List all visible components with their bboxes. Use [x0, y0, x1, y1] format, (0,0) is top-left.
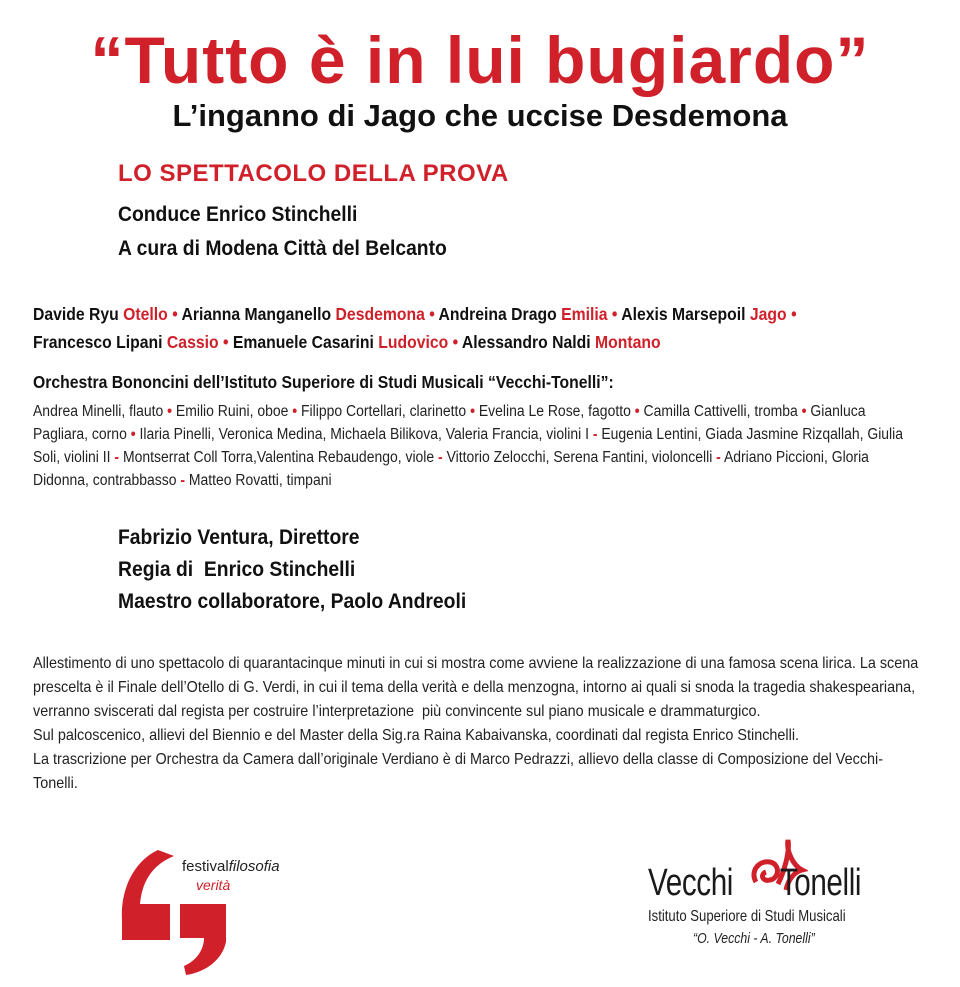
member: Filippo Cortellari, clarinetto: [301, 403, 467, 420]
festival-name: [182, 858, 280, 876]
coach-line: Maestro collaboratore, Paolo Andreoli: [118, 590, 467, 613]
cast-name: Alessandro Naldi: [461, 332, 591, 352]
cast-role: Emilia: [561, 304, 608, 324]
bullet-separator: •: [791, 304, 797, 324]
member: Matteo Rovatti, timpani: [188, 472, 332, 489]
cast-list: [33, 300, 843, 356]
separator: •: [130, 426, 136, 443]
cast-role: Cassio: [166, 332, 219, 352]
separator: -: [180, 472, 186, 489]
description-paragraph: Sul palcoscenico, allievi del Biennio e del Master della Sig.ra Raina Kabaivanska, coordinati dal regista Enrico Stinchelli.: [33, 727, 800, 744]
member: Andrea Minelli, flauto: [33, 403, 164, 420]
bullet-separator: •: [611, 304, 618, 324]
separator: •: [801, 403, 807, 420]
cast-name: Alexis Marsepoil: [621, 304, 746, 324]
cast-role: Ludovico: [378, 332, 449, 352]
separator: -: [716, 449, 721, 466]
separator: •: [470, 403, 475, 420]
orchestra-members: [33, 400, 918, 492]
director-line: Regia di Enrico Stinchelli: [118, 558, 356, 581]
bullet-separator: •: [429, 304, 435, 324]
main-title: “Tutto è in lui bugiardo”: [90, 23, 870, 97]
vecchi-tonelli-names: “O. Vecchi - A. Tonelli”: [693, 930, 815, 947]
credits: [118, 522, 466, 618]
show-title: LO SPETTACOLO DELLA PROVA: [118, 160, 509, 187]
cast-role: Montano: [594, 332, 661, 352]
bullet-separator: •: [452, 332, 459, 352]
member: Adriano Piccioni, Gloria Didonna, contrabbasso: [33, 449, 869, 489]
conductor-line: Fabrizio Ventura, Direttore: [118, 526, 360, 549]
vecchi-tonelli-institute: Istituto Superiore di Studi Musicali: [648, 908, 846, 925]
member: Evelina Le Rose, fagotto: [478, 403, 631, 420]
vecchi-tonelli-name: [648, 862, 861, 905]
member: Gianluca Pagliara, corno: [33, 403, 866, 443]
member: Eugenia Lentini, Giada Jasmine Rizqallah, Giulia Soli, violini II: [33, 426, 904, 466]
curated-line: A cura di Modena Città del Belcanto: [118, 237, 447, 260]
festival-logo-text: [182, 858, 280, 894]
member: Emilio Ruini, oboe: [175, 403, 289, 420]
description-paragraph: Allestimento di uno spettacolo di quarantacinque minuti in cui si mostra come avviene la realizzazione di una famosa scena lirica. La scena prescelta è il Finale dell’Otello di G. Verdi, in cui il tema della verità e della menzogna, intorno ai quali si snoda la tragedia shakespeariana, verranno sviscerati dal regista per costruire l’interpretazione più convincente sul piano musicale e drammaturgico.: [33, 655, 923, 720]
separator: -: [114, 449, 120, 466]
cast-line-2: [33, 328, 843, 356]
bullet-separator: •: [172, 304, 178, 324]
festival-name-italic: filosofia: [228, 858, 280, 875]
host-line: Conduce Enrico Stinchelli: [118, 203, 358, 226]
cast-name: Davide Ryu: [33, 304, 119, 324]
separator: -: [438, 449, 443, 466]
cast-name: Emanuele Casarini: [232, 332, 374, 352]
cast-name: Andreina Drago: [438, 304, 557, 324]
member: Vittorio Zelocchi, Serena Fantini, violoncelli: [446, 449, 713, 466]
subtitle: L’inganno di Jago che uccise Desdemona: [172, 98, 788, 133]
member: Montserrat Coll Torra,Valentina Rebaudengo, viole: [122, 449, 435, 466]
festival-subtitle: verità: [196, 877, 231, 893]
separator: •: [634, 403, 640, 420]
cast-role: Desdemona: [335, 304, 425, 324]
vt-name-left: Vecchi: [648, 862, 733, 904]
cast-name: Francesco Lipani: [33, 332, 163, 352]
cast-role: Jago: [749, 304, 787, 324]
separator: •: [292, 403, 298, 420]
orchestra-title: Orchestra Bononcini dell’Istituto Superiore di Studi Musicali “Vecchi-Tonelli”:: [33, 372, 614, 392]
description: [33, 652, 924, 796]
description-paragraph: La trascrizione per Orchestra da Camera dall’originale Verdiano è di Marco Pedrazzi, allievo della classe di Composizione del Vecchi-Tonelli.: [33, 751, 884, 792]
cast-name: Arianna Manganello: [181, 304, 332, 324]
cast-role: Otello: [123, 304, 168, 324]
member: Camilla Cattivelli, tromba: [643, 403, 798, 420]
separator: -: [592, 426, 598, 443]
show-info: [118, 198, 447, 266]
bullet-separator: •: [222, 332, 229, 352]
member: Ilaria Pinelli, Veronica Medina, Michaela Bilikova, Valeria Francia, violini I: [139, 426, 589, 443]
festival-name-prefix: festival: [182, 858, 229, 875]
vt-name-right: Tonelli: [779, 862, 862, 904]
cast-line-1: [33, 300, 843, 328]
separator: •: [167, 403, 173, 420]
